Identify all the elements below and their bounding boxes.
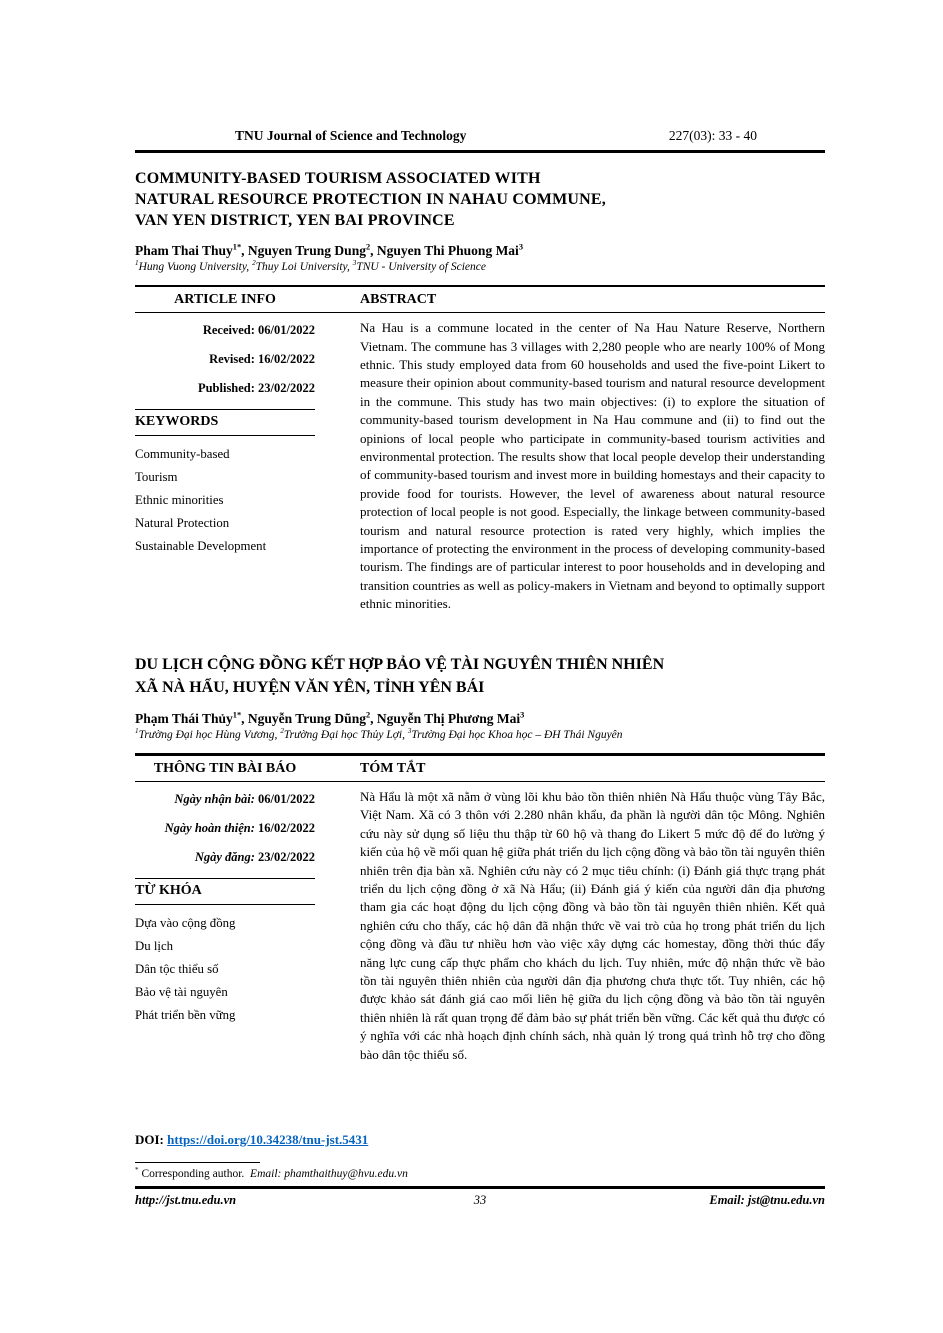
author-superscript: 1* [232, 242, 242, 251]
right-column-vi [360, 782, 825, 1110]
affiliations-en [135, 258, 825, 273]
keyword-item: Dân tộc thiểu số [135, 961, 219, 976]
keyword-item: Sustainable Development [135, 539, 267, 554]
author-name: Pham Thai Thuy [135, 242, 233, 258]
affiliation-name: Trường Đại học Thủy Lợi, [283, 729, 408, 742]
affiliation-name: Hung Vuong University, [138, 260, 253, 273]
author-name: , Nguyen Trung Dung [241, 242, 366, 258]
date-row-received [135, 791, 315, 808]
date-row-published [135, 380, 315, 397]
keyword-item: Dựa vào cộng đồng [135, 915, 236, 930]
footer-divider [135, 1186, 825, 1189]
affiliations-vi [135, 729, 825, 741]
date-label: Revised: [209, 352, 255, 367]
date-row-received [135, 322, 315, 339]
keyword-item: Ethnic minorities [135, 493, 224, 508]
page-footer [135, 1186, 825, 1208]
abstract-text-vi: Nà Hẩu là một xã nằm ở vùng lõi khu bảo tồn thiên nhiên Nà Hẩu thuộc vùng Tây Bắc, Việt Nam. Xã có 3 thôn với 2.280 nhân khẩu, đa phần là người dân tộc Mông. Nghiên cứu này sử dụng số liệu thu thập từ 60 hộ và thang đo Likert 5 mức độ để đo lường ý kiến của hộ về mối quan hệ giữa phát triển du lịch cộng đồng và bảo tồn tài nguyên thiên nhiên trên địa bàn xã. Nghiên cứu này có 2 mục tiêu chính: (i) Đánh giá thực trạng phát triển du lịch cộng đồng ở xã Nà Hẩu; (ii) Đánh giá ý kiến của người dân địa phương tham gia các hoạt động du lịch cộng đồng và bảo tồn tài nguyên thiên nhiên. Kết quả nghiên cứu cho thấy, các hộ dân đã nhận thức về vai trò của họ trong phát triển du lịch cộng đồng và đầu tư nhiều hơn vào việc xây dựng các homestay, đồng thời thúc đẩy năng lực cung cấp thực phẩm cho khách du lịch. Tuy nhiên, mức độ nhận thức về bảo tồn tài nguyên thiên nhiên của người dân địa phương chưa thực tốt. Tuy nhiên, các hộ được khảo sát đánh giá cao mối liên hệ giữa du lịch cộng đồng và bảo tồn tài nguyên thiên nhiên là rất quan trọng để đảm bảo sự phát triển bền vững. Các kết quả thu được có ý nghĩa với các nhà hoạch định chính sách, nhà quản lý trong quá trình hỗ trợ cho đồng bào dân tộc thiểu số. [360, 788, 825, 1062]
article-dates-vi [135, 791, 315, 866]
column-gap [315, 782, 360, 1110]
title-line-3: VAN YEN DISTRICT, YEN BAI PROVINCE [135, 211, 455, 229]
journal-header [135, 128, 825, 144]
doi-link[interactable]: https://doi.org/10.34238/tnu-jst.5431 [167, 1131, 369, 1147]
date-value: 16/02/2022 [258, 352, 315, 367]
affiliation-name: Trường Đại học Khoa học – ĐH Thái Nguyên [411, 729, 623, 742]
article-info-section-en [135, 285, 825, 647]
keywords-list-en [135, 447, 315, 554]
date-label: Ngày nhận bài: [174, 791, 255, 806]
left-column-vi [135, 782, 315, 1110]
date-value: 06/01/2022 [258, 323, 315, 338]
abstract-heading: ABSTRACT [360, 292, 437, 307]
author-name: , Nguyen Thi Phuong Mai [370, 242, 519, 258]
article-info-heading-vi: THÔNG TIN BÀI BÁO [153, 760, 297, 776]
page-number: 33 [473, 1192, 487, 1207]
journal-email: Email: jst@tnu.edu.vn [709, 1192, 825, 1207]
column-gap [315, 313, 360, 646]
journal-url: http://jst.tnu.edu.vn [135, 1192, 237, 1207]
article-info-heading: ARTICLE INFO [174, 292, 276, 307]
footnote-text [135, 1168, 825, 1180]
date-row-revised [135, 820, 315, 837]
section-body-row [135, 313, 825, 646]
title-line-1: COMMUNITY-BASED TOURISM ASSOCIATED WITH [135, 169, 541, 187]
corresponding-author-email: Email: phamthaithuy@hvu.edu.vn [250, 1167, 408, 1180]
date-label: Published: [197, 381, 255, 396]
article-title-vi [135, 654, 825, 699]
author-superscript: 3 [518, 242, 523, 251]
affiliation-superscript: 3 [407, 727, 412, 736]
column-gap [315, 292, 360, 308]
keywords-heading-en: KEYWORDS [135, 409, 315, 436]
keyword-item: Bảo vệ tài nguyên [135, 984, 228, 999]
journal-issue-pages: 227(03): 33 - 40 [668, 128, 757, 143]
column-gap [315, 761, 360, 777]
author-name: , Nguyễn Thị Phương Mai [370, 711, 521, 727]
keywords-list-vi [135, 916, 315, 1023]
date-label: Ngày hoàn thiện: [164, 820, 255, 835]
affiliation-superscript: 2 [280, 727, 284, 736]
corresponding-author-label: Corresponding author. [141, 1167, 245, 1180]
header-divider [135, 150, 825, 153]
section-heading-row [135, 287, 825, 312]
title-line-2: NATURAL RESOURCE PROTECTION IN NAHAU COMMUNE, [135, 190, 606, 208]
footer-row [135, 1193, 825, 1208]
date-label: Received: [202, 323, 255, 338]
affiliation-name: Trường Đại học Hùng Vương, [138, 729, 281, 742]
abstract-text-en: Na Hau is a commune located in the center of Na Hau Nature Reserve, Northern Vietnam. The commune has 3 villages with 2,280 people who are nearly 100% of Mong ethnic. This study employed data from 60 households and used the five-point Likert to measure their opinion about community-based tourism and natural resource development in the commune. This study has two main objectives: (i) to explore the situation of community-based tourism development in Na Hau commune and (ii) to find out the opinions of local people who participate in community-based tourism activities and environmental protection. The results show that local people develop their understanding of community-based tourism and invest more in building homestays and their capacity to provide food for tourists. However, the level of awareness about natural resource protection of local people is not good. Especially, the linkage between community-based tourism and natural resource protection is rated very highly, which implies the importance of protecting the environment in the process of developing community-based tourism. The findings are of particular interest to poor households and in developing and transition countries as well as policy-makers in Vietnam and beyond to optimally support ethnic minorities. [360, 320, 825, 612]
authors-vi [135, 711, 825, 727]
section-body-row [135, 782, 825, 1110]
right-column-en [360, 313, 825, 646]
footnote [135, 1162, 825, 1180]
section-heading-row [135, 756, 825, 781]
keyword-item: Community-based [135, 447, 230, 462]
date-value: 23/02/2022 [258, 381, 315, 396]
date-row-published [135, 849, 315, 866]
title-line-2: XÃ NÀ HẨU, HUYỆN VĂN YÊN, TỈNH YÊN BÁI [135, 678, 485, 696]
footnote-marker: * [135, 1166, 139, 1175]
author-name: , Nguyễn Trung Dũng [241, 711, 366, 727]
doi-row [135, 1132, 825, 1148]
left-column-en [135, 313, 315, 646]
date-value: 16/02/2022 [258, 820, 315, 835]
doi-label: DOI: [135, 1131, 164, 1147]
author-superscript: 1* [232, 710, 242, 720]
keyword-item: Natural Protection [135, 516, 230, 531]
author-superscript: 2 [365, 242, 371, 251]
date-label: Ngày đăng: [194, 849, 255, 864]
keyword-item: Phát triển bền vững [135, 1007, 236, 1022]
affiliation-superscript: 1 [135, 727, 139, 736]
author-superscript: 3 [520, 710, 525, 720]
affiliation-superscript: 2 [252, 258, 256, 267]
keyword-item: Tourism [135, 470, 178, 485]
keyword-item: Du lịch [135, 938, 174, 953]
abstract-heading-vi: TÓM TẮT [360, 760, 426, 776]
date-value: 06/01/2022 [258, 791, 315, 806]
journal-title: TNU Journal of Science and Technology [235, 128, 467, 143]
article-info-section-vi [135, 753, 825, 1110]
title-line-1: DU LỊCH CỘNG ĐỒNG KẾT HỢP BẢO VỆ TÀI NGUYÊN THIÊN NHIÊN [135, 656, 665, 674]
footnote-divider [135, 1162, 260, 1163]
affiliation-name: TNU - University of Science [356, 260, 486, 273]
affiliation-superscript: 3 [352, 258, 357, 267]
author-superscript: 2 [365, 710, 371, 720]
authors-en [135, 243, 825, 259]
author-name: Phạm Thái Thủy [135, 711, 233, 727]
date-value: 23/02/2022 [258, 849, 315, 864]
article-dates-en [135, 322, 315, 397]
affiliation-superscript: 1 [135, 258, 139, 267]
affiliation-name: Thuy Loi University, [255, 260, 353, 273]
keywords-heading-vi: TỪ KHÓA [135, 878, 315, 905]
date-row-revised [135, 351, 315, 368]
article-title-en [135, 168, 825, 231]
